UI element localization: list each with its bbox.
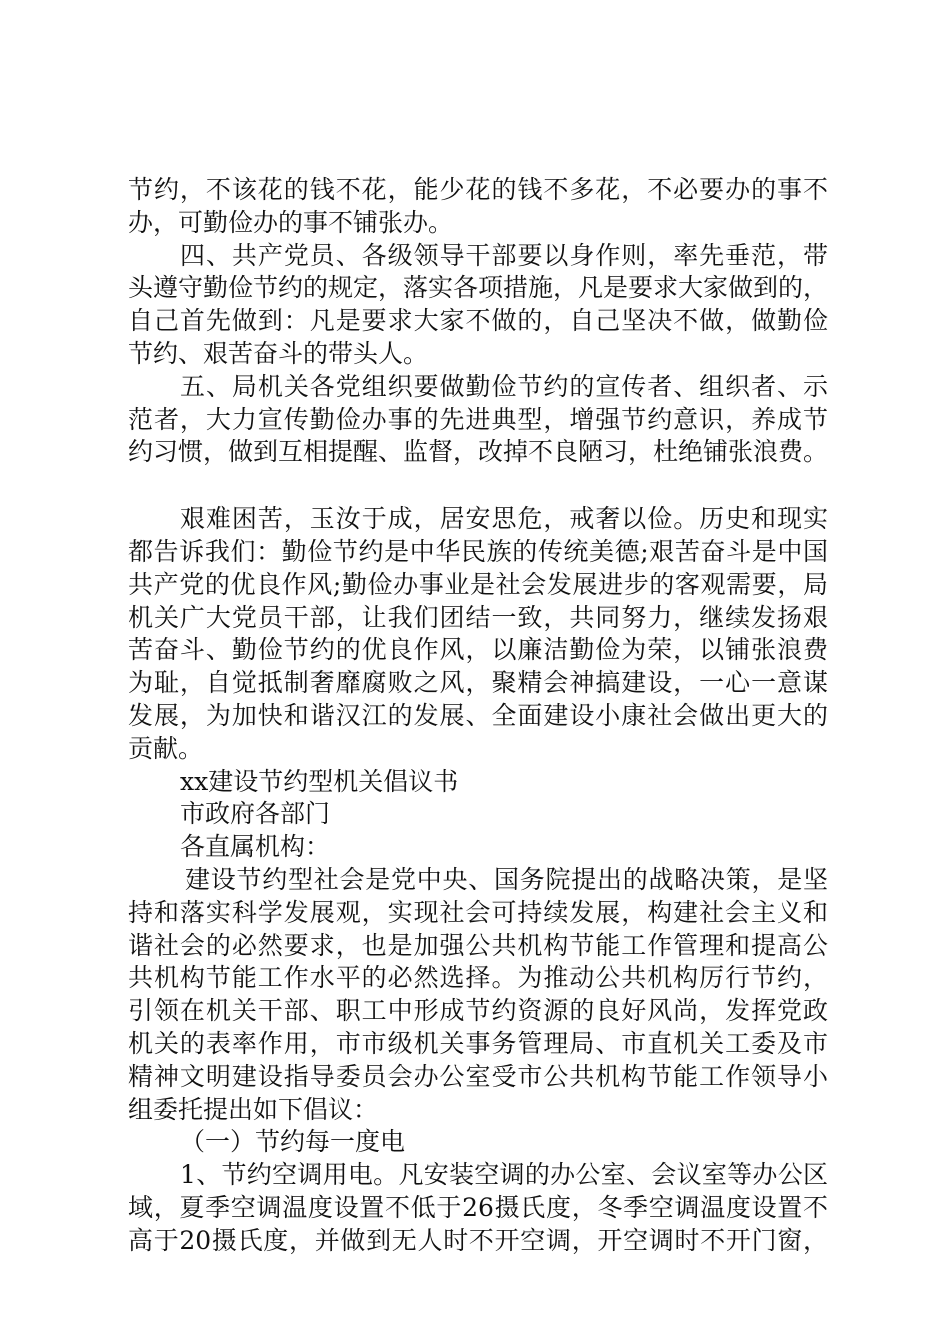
text-line: 艰难困苦，玉汝于成，居安思危，戒奢以俭。历史和现实 (180, 504, 828, 534)
text-line: 机关广大党员干部，让我们团结一致，共同努力，继续发扬艰 (128, 602, 828, 632)
document-title: xx建设节约型机关倡议书 (180, 766, 459, 796)
text-line: 苦奋斗、勤俭节约的优良作风，以廉洁勤俭为荣，以铺张浪费 (128, 635, 828, 665)
text-line: 1、节约空调用电。凡安装空调的办公室、会议室等办公区 (180, 1160, 828, 1190)
text-line: 都告诉我们：勤俭节约是中华民族的传统美德;艰苦奋斗是中国 (128, 536, 828, 566)
text-line: 五、局机关各党组织要做勤俭节约的宣传者、组织者、示 (180, 371, 828, 401)
document-body (128, 174, 828, 1258)
text-line: 发展，为加快和谐汉江的发展、全面建设小康社会做出更大的 (128, 700, 828, 730)
text-line: 精神文明建设指导委员会办公室受市公共机构节能工作领导小 (128, 1061, 828, 1091)
text-line: 节约，不该花的钱不花，能少花的钱不多花，不必要办的事不 (128, 175, 828, 204)
paragraph-conclusion (128, 503, 828, 765)
text-line: 引领在机关干部、职工中形成节约资源的良好风尚，发挥党政 (128, 996, 828, 1026)
text-line: 持和落实科学发展观，实现社会可持续发展，构建社会主义和 (128, 897, 828, 927)
text-line: 组委托提出如下倡议： (128, 1094, 379, 1124)
text-line: 贡献。 (128, 733, 204, 763)
text-line: 共机构节能工作水平的必然选择。为推动公共机构厉行节约， (128, 963, 828, 993)
addressee-line: 市政府各部门 (180, 799, 331, 829)
addressee-line: 各直属机构： (180, 832, 331, 862)
paragraph-item-four (128, 240, 828, 371)
text-line: 办，可勤俭办的事不铺张办。 (128, 207, 454, 237)
paragraph-proposal-intro (128, 864, 828, 1126)
text-line: 头遵守勤俭节约的规定，落实各项措施，凡是要求大家做到的， (128, 273, 829, 303)
paragraph-item-aircon (128, 1159, 828, 1257)
text-line: 范者，大力宣传勤俭办事的先进典型，增强节约意识，养成节 (128, 404, 828, 434)
paragraph-item-five (128, 371, 828, 469)
text-line: 约习惯，做到互相提醒、监督，改掉不良陋习，杜绝铺张浪费。 (128, 437, 829, 467)
text-line: 四、共产党员、各级领导干部要以身作则，率先垂范，带 (180, 240, 828, 270)
text-line: 高于20摄氏度，并做到无人时不开空调，开空调时不开门窗， (128, 1225, 828, 1255)
paragraph-spacer (128, 469, 828, 503)
text-line: 为耻，自觉抵制奢靡腐败之风，聚精会神搞建设，一心一意谋 (128, 668, 828, 698)
text-line: 域，夏季空调温度设置不低于26摄氏度，冬季空调温度设置不 (128, 1192, 828, 1222)
text-line: 建设节约型社会是党中央、国务院提出的战略决策，是坚 (185, 864, 828, 894)
text-line: 节约、艰苦奋斗的带头人。 (128, 338, 429, 368)
paragraph-continuation (128, 174, 828, 240)
text-line: 共产党的优良作风;勤俭办事业是社会发展进步的客观需要，局 (128, 569, 828, 599)
text-line: 自己首先做到：凡是要求大家不做的，自己坚决不做，做勤俭 (128, 306, 828, 336)
text-line: 机关的表率作用，市市级机关事务管理局、市直机关工委及市 (128, 1028, 828, 1058)
text-line: 谐社会的必然要求，也是加强公共机构节能工作管理和提高公 (128, 930, 828, 960)
section-heading: （一）节约每一度电 (180, 1127, 406, 1157)
